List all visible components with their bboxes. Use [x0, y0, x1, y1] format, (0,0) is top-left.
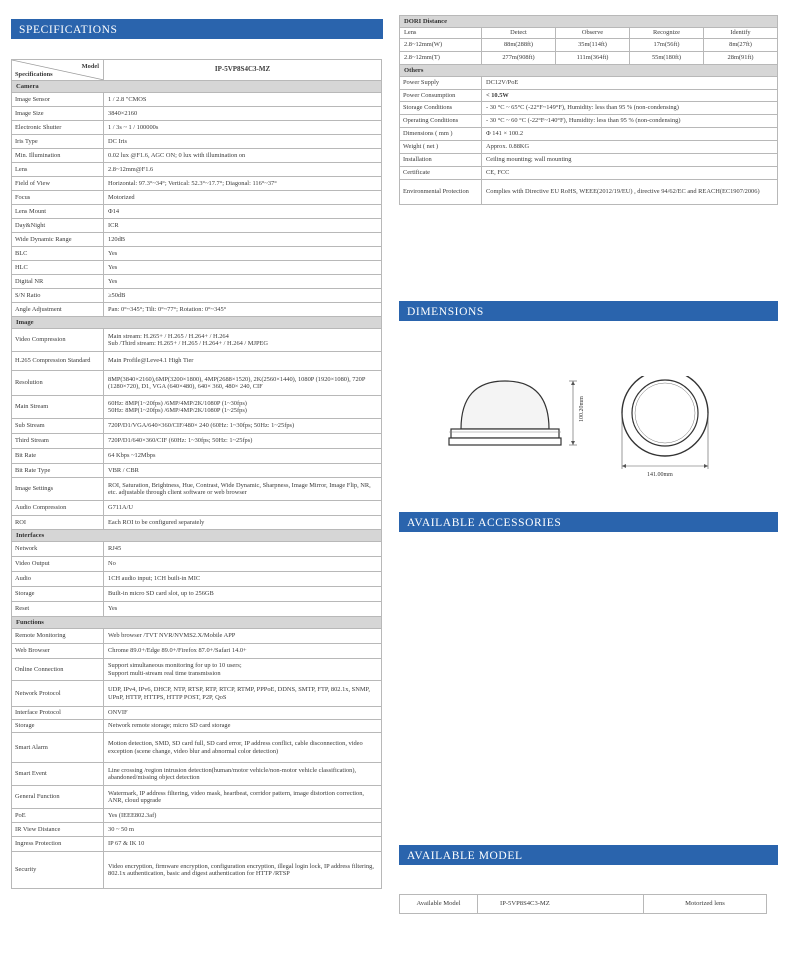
spec-row	[12, 707, 382, 720]
spec-label: Focus	[12, 191, 104, 205]
spec-value: Φ14	[104, 205, 382, 219]
available-model-table	[399, 894, 767, 914]
spec-label: Smart Alarm	[12, 733, 104, 763]
spec-row	[12, 478, 382, 501]
spec-value: Built-in micro SD card slot, up to 256GB	[104, 587, 382, 602]
others-label: Installation	[400, 154, 482, 167]
spec-value: IP 67 & IK 10	[104, 837, 382, 852]
spec-section-title: Interfaces	[12, 530, 382, 542]
spec-header-corner	[12, 60, 104, 81]
spec-row	[12, 233, 382, 247]
spec-label: Remote Monitoring	[12, 629, 104, 644]
spec-value: Video encryption, firmware encryption, configuration encryption, illegal login lock, IP address filtering, 802.1x authentication, basic and digest authentication for HTTP /RTSP	[104, 852, 382, 889]
spec-row	[12, 809, 382, 823]
dori-cell: 88m(288ft)	[482, 39, 556, 52]
others-value: Complies with Directive EU RoHS, WEEE(2012/19/EU) , directive 94/62/EC and REACH(EC1907/2006)	[482, 180, 778, 205]
others-label: Power Supply	[400, 77, 482, 90]
spec-value: UDP, IPv4, IPv6, DHCP, NTP, RTSP, RTP, RTCP, RTMP, PPPoE, DDNS, SMTP, FTP, 802.1x, SNMP, UPnP, HTTP, HTTPS, HTTP POST, P2P, QoS	[104, 681, 382, 707]
spec-value: 1CH audio input; 1CH built-in MIC	[104, 572, 382, 587]
spec-row	[12, 191, 382, 205]
top-view-drawing	[622, 376, 708, 469]
spec-row	[12, 449, 382, 464]
spec-row	[12, 733, 382, 763]
spec-label: Video Compression	[12, 329, 104, 352]
others-value: Ceiling mounting; wall mounting	[482, 154, 778, 167]
spec-label: Third Stream	[12, 434, 104, 449]
others-section-row	[400, 65, 778, 77]
dori-cell: 2.8~12mm(W)	[400, 39, 482, 52]
spec-value: 1 / 2.8 "CMOS	[104, 93, 382, 107]
dimension-drawings	[399, 376, 779, 486]
spec-value: Motorized	[104, 191, 382, 205]
dori-row	[400, 52, 778, 65]
spec-row	[12, 163, 382, 177]
spec-row	[12, 289, 382, 303]
available-model-row	[400, 895, 767, 914]
spec-value: 3840×2160	[104, 107, 382, 121]
spec-value: Network remote storage; micro SD card storage	[104, 720, 382, 733]
spec-row	[12, 644, 382, 659]
accessories-banner: AVAILABLE ACCESSORIES	[399, 512, 778, 532]
spec-row	[12, 557, 382, 572]
spec-value: Support simultaneous monitoring for up to 10 users; Support multi-stream real time transmission	[104, 659, 382, 681]
spec-label: Angle Adjustment	[12, 303, 104, 317]
spec-row	[12, 135, 382, 149]
height-dimension-label: 100.20mm	[579, 396, 585, 422]
spec-row	[12, 542, 382, 557]
dori-cell: 55m(180ft)	[630, 52, 704, 65]
available-model-lens: Motorized lens	[644, 895, 767, 914]
dori-column-header: Detect	[482, 28, 556, 39]
spec-header-row	[12, 60, 382, 81]
spec-value: Line crossing /region intrusion detection(human/motor vehicle/non-motor vehicle classification), abandoned/missing object detection	[104, 763, 382, 786]
spec-row	[12, 837, 382, 852]
dori-cell: 28m(91ft)	[704, 52, 778, 65]
spec-row	[12, 177, 382, 191]
spec-row	[12, 720, 382, 733]
others-label: Environmental Protection	[400, 180, 482, 205]
spec-value: 720P/D1/640×360/CIF (60Hz: 1~30fps; 50Hz: 1~25fps)	[104, 434, 382, 449]
dori-cell: 277m(908ft)	[482, 52, 556, 65]
spec-label: S/N Ratio	[12, 289, 104, 303]
spec-label: Image Size	[12, 107, 104, 121]
spec-value: ROI, Saturation, Brightness, Hue, Contrast, Wide Dynamic, Sharpness, Image Mirror, Image Flip, NR, etc. adjustable through client software or web browser	[104, 478, 382, 501]
spec-label: H.265 Compression Standard	[12, 352, 104, 371]
spec-label: Min. Illumination	[12, 149, 104, 163]
spec-label: IR View Distance	[12, 823, 104, 837]
spec-label: ROI	[12, 516, 104, 530]
dori-section-row	[400, 16, 778, 28]
spec-row	[12, 261, 382, 275]
spec-row	[12, 149, 382, 163]
others-value: - 30 °C ~ 60 °C (-22°F~140°F), Humidity: less than 95 % (non-condensing)	[482, 115, 778, 128]
dori-cell: 35m(114ft)	[556, 39, 630, 52]
spec-label: Wide Dynamic Range	[12, 233, 104, 247]
specifications-label: Specifications	[15, 70, 53, 78]
spec-value: 60Hz: 8MP(1~20fps) /6MP/4MP/2K/1080P (1~30fps) 50Hz: 8MP(1~20fps) /6MP/4MP/2K/1080P (1~25fps)	[104, 396, 382, 419]
others-value: - 30 °C ~ 65°C (-22°F~149°F), Humidity: less than 95 % (non-condensing)	[482, 102, 778, 115]
spec-value: 0.02 lux @F1.6, AGC ON; 0 lux with illumination on	[104, 149, 382, 163]
spec-label: Online Connection	[12, 659, 104, 681]
spec-row	[12, 572, 382, 587]
spec-value: Yes	[104, 247, 382, 261]
spec-section-title: Image	[12, 317, 382, 329]
spec-row	[12, 205, 382, 219]
others-row	[400, 77, 778, 90]
spec-value: Motion detection, SMD, SD card full, SD card error, IP address conflict, cable disconnection, video exception (scene change, video blur and abnormal color detection)	[104, 733, 382, 763]
spec-label: Sub Stream	[12, 419, 104, 434]
model-value: IP-5VP8S4C3-MZ	[104, 60, 382, 81]
spec-value: 120dB	[104, 233, 382, 247]
spec-row	[12, 587, 382, 602]
spec-label: Lens Mount	[12, 205, 104, 219]
side-view-drawing	[449, 381, 577, 445]
dori-column-header: Recognize	[630, 28, 704, 39]
spec-label: Field of View	[12, 177, 104, 191]
spec-row	[12, 464, 382, 478]
others-label: Power Consumption	[400, 90, 482, 102]
diameter-dimension-label: 141.00mm	[647, 472, 673, 478]
others-label: Storage Conditions	[400, 102, 482, 115]
spec-row	[12, 629, 382, 644]
available-model-label: Available Model	[400, 895, 478, 914]
spec-row	[12, 303, 382, 317]
spec-row	[12, 434, 382, 449]
spec-row	[12, 763, 382, 786]
spec-value: 720P/D1/VGA/640×360/CIF/480× 240 (60Hz: 1~30fps; 50Hz: 1~25fps)	[104, 419, 382, 434]
specifications-banner: SPECIFICATIONS	[11, 19, 383, 39]
others-row	[400, 154, 778, 167]
dori-cell: 8m(27ft)	[704, 39, 778, 52]
spec-value: Main stream: H.265+ / H.265 / H.264+ / H.264 Sub /Third stream: H.265+ / H.265 / H.264+ / H.264 / MJPEG	[104, 329, 382, 352]
spec-label: PoE	[12, 809, 104, 823]
spec-value: Web browser /TVT NVR/NVMS2.X/Mobile APP	[104, 629, 382, 644]
spec-label: Audio	[12, 572, 104, 587]
spec-value: VBR / CBR	[104, 464, 382, 478]
dori-table	[399, 15, 778, 205]
spec-row	[12, 852, 382, 889]
spec-row	[12, 659, 382, 681]
dori-cell: 2.8~12mm(T)	[400, 52, 482, 65]
spec-value: Yes	[104, 275, 382, 289]
dimensions-banner: DIMENSIONS	[399, 301, 778, 321]
others-title: Others	[400, 65, 778, 77]
spec-row	[12, 247, 382, 261]
others-row	[400, 128, 778, 141]
spec-value: Chrome 89.0+/Edge 89.0+/Firefox 87.0+/Safari 14.0+	[104, 644, 382, 659]
spec-row	[12, 396, 382, 419]
spec-row	[12, 93, 382, 107]
others-row	[400, 115, 778, 128]
spec-label: General Function	[12, 786, 104, 809]
spec-label: Smart Event	[12, 763, 104, 786]
spec-label: Iris Type	[12, 135, 104, 149]
spec-row	[12, 681, 382, 707]
others-row	[400, 90, 778, 102]
spec-value: 64 Kbps ~12Mbps	[104, 449, 382, 464]
spec-value: Yes (IEEE802.3af)	[104, 809, 382, 823]
dori-cell: 17m(56ft)	[630, 39, 704, 52]
spec-label: Security	[12, 852, 104, 889]
spec-label: Reset	[12, 602, 104, 617]
spec-row	[12, 501, 382, 516]
spec-label: Image Sensor	[12, 93, 104, 107]
spec-label: Main Stream	[12, 396, 104, 419]
spec-row	[12, 371, 382, 396]
spec-label: Bit Rate Type	[12, 464, 104, 478]
spec-label: Day&Night	[12, 219, 104, 233]
others-label: Certificate	[400, 167, 482, 180]
others-value: Approx. 0.88KG	[482, 141, 778, 154]
spec-value: G711A/U	[104, 501, 382, 516]
others-value: DC12V/PoE	[482, 77, 778, 90]
spec-value: Watermark, IP address filtering, video mask, heartbeat, corridor pattern, image distortion correction, ANR, cloud upgrade	[104, 786, 382, 809]
spec-label: Resolution	[12, 371, 104, 396]
spec-row	[12, 107, 382, 121]
spec-label: Audio Compression	[12, 501, 104, 516]
spec-row	[12, 786, 382, 809]
spec-value: Main Profile@Leve4.1 High Tier	[104, 352, 382, 371]
spec-value: ONVIF	[104, 707, 382, 720]
others-label: Weight ( net )	[400, 141, 482, 154]
spec-label: Video Output	[12, 557, 104, 572]
spec-value: DC Iris	[104, 135, 382, 149]
spec-label: HLC	[12, 261, 104, 275]
spec-value: Yes	[104, 602, 382, 617]
spec-value: RJ45	[104, 542, 382, 557]
model-label: Model	[81, 63, 99, 70]
others-row	[400, 141, 778, 154]
dori-title: DORI Distance	[400, 16, 778, 28]
others-row	[400, 180, 778, 205]
spec-row	[12, 516, 382, 530]
spec-value: ≥50dB	[104, 289, 382, 303]
spec-label: BLC	[12, 247, 104, 261]
spec-value: Pan: 0°~345°; Tilt: 0°~77°; Rotation: 0°~345°	[104, 303, 382, 317]
available-model-banner: AVAILABLE MODEL	[399, 845, 778, 865]
spec-label: Bit Rate	[12, 449, 104, 464]
spec-label: Lens	[12, 163, 104, 177]
others-row	[400, 102, 778, 115]
dori-cell: 111m(364ft)	[556, 52, 630, 65]
dori-column-header-row	[400, 28, 778, 39]
dori-column-header: Lens	[400, 28, 482, 39]
spec-label: Interface Protocol	[12, 707, 104, 720]
others-value: CE, FCC	[482, 167, 778, 180]
spec-row	[12, 275, 382, 289]
spec-value: 8MP(3840×2160),6MP(3200×1800), 4MP(2688×1520), 2K(2560×1440), 1080P (1920×1080), 720P (1280×720), D1, VGA (640×480), 640× 360, 480× 240, CIF	[104, 371, 382, 396]
spec-value: 1 / 3s ~ 1 / 100000s	[104, 121, 382, 135]
spec-label: Network Protocol	[12, 681, 104, 707]
spec-section-title: Functions	[12, 617, 382, 629]
others-row	[400, 167, 778, 180]
spec-row	[12, 419, 382, 434]
spec-label: Digital NR	[12, 275, 104, 289]
spec-label: Image Settings	[12, 478, 104, 501]
spec-section-title: Camera	[12, 81, 382, 93]
others-value: < 10.5W	[482, 90, 778, 102]
specifications-table	[11, 59, 382, 889]
spec-value: Yes	[104, 261, 382, 275]
spec-row	[12, 823, 382, 837]
spec-section-row	[12, 81, 382, 93]
spec-label: Storage	[12, 587, 104, 602]
spec-section-row	[12, 317, 382, 329]
spec-label: Network	[12, 542, 104, 557]
spec-value: No	[104, 557, 382, 572]
spec-value: Horizontal: 97.3°~34°; Vertical: 52.3°~17.7°; Diagonal: 116°~37°	[104, 177, 382, 191]
dori-column-header: Observe	[556, 28, 630, 39]
others-label: Dimensions ( mm )	[400, 128, 482, 141]
spec-value: 2.8~12mm@F1.6	[104, 163, 382, 177]
spec-row	[12, 602, 382, 617]
dori-column-header: Identify	[704, 28, 778, 39]
spec-label: Electronic Shutter	[12, 121, 104, 135]
available-model-name: IP-5VP8S4C3-MZ	[478, 895, 644, 914]
spec-row	[12, 352, 382, 371]
spec-label: Storage	[12, 720, 104, 733]
spec-value: ICR	[104, 219, 382, 233]
spec-section-row	[12, 530, 382, 542]
spec-value: 30 ~ 50 m	[104, 823, 382, 837]
spec-value: Each ROI to be configured separately	[104, 516, 382, 530]
spec-row	[12, 329, 382, 352]
spec-section-row	[12, 617, 382, 629]
spec-label: Web Browser	[12, 644, 104, 659]
others-label: Operating Conditions	[400, 115, 482, 128]
spec-row	[12, 121, 382, 135]
spec-row	[12, 219, 382, 233]
others-value: Φ 141 × 100.2	[482, 128, 778, 141]
dori-row	[400, 39, 778, 52]
spec-label: Ingress Protection	[12, 837, 104, 852]
